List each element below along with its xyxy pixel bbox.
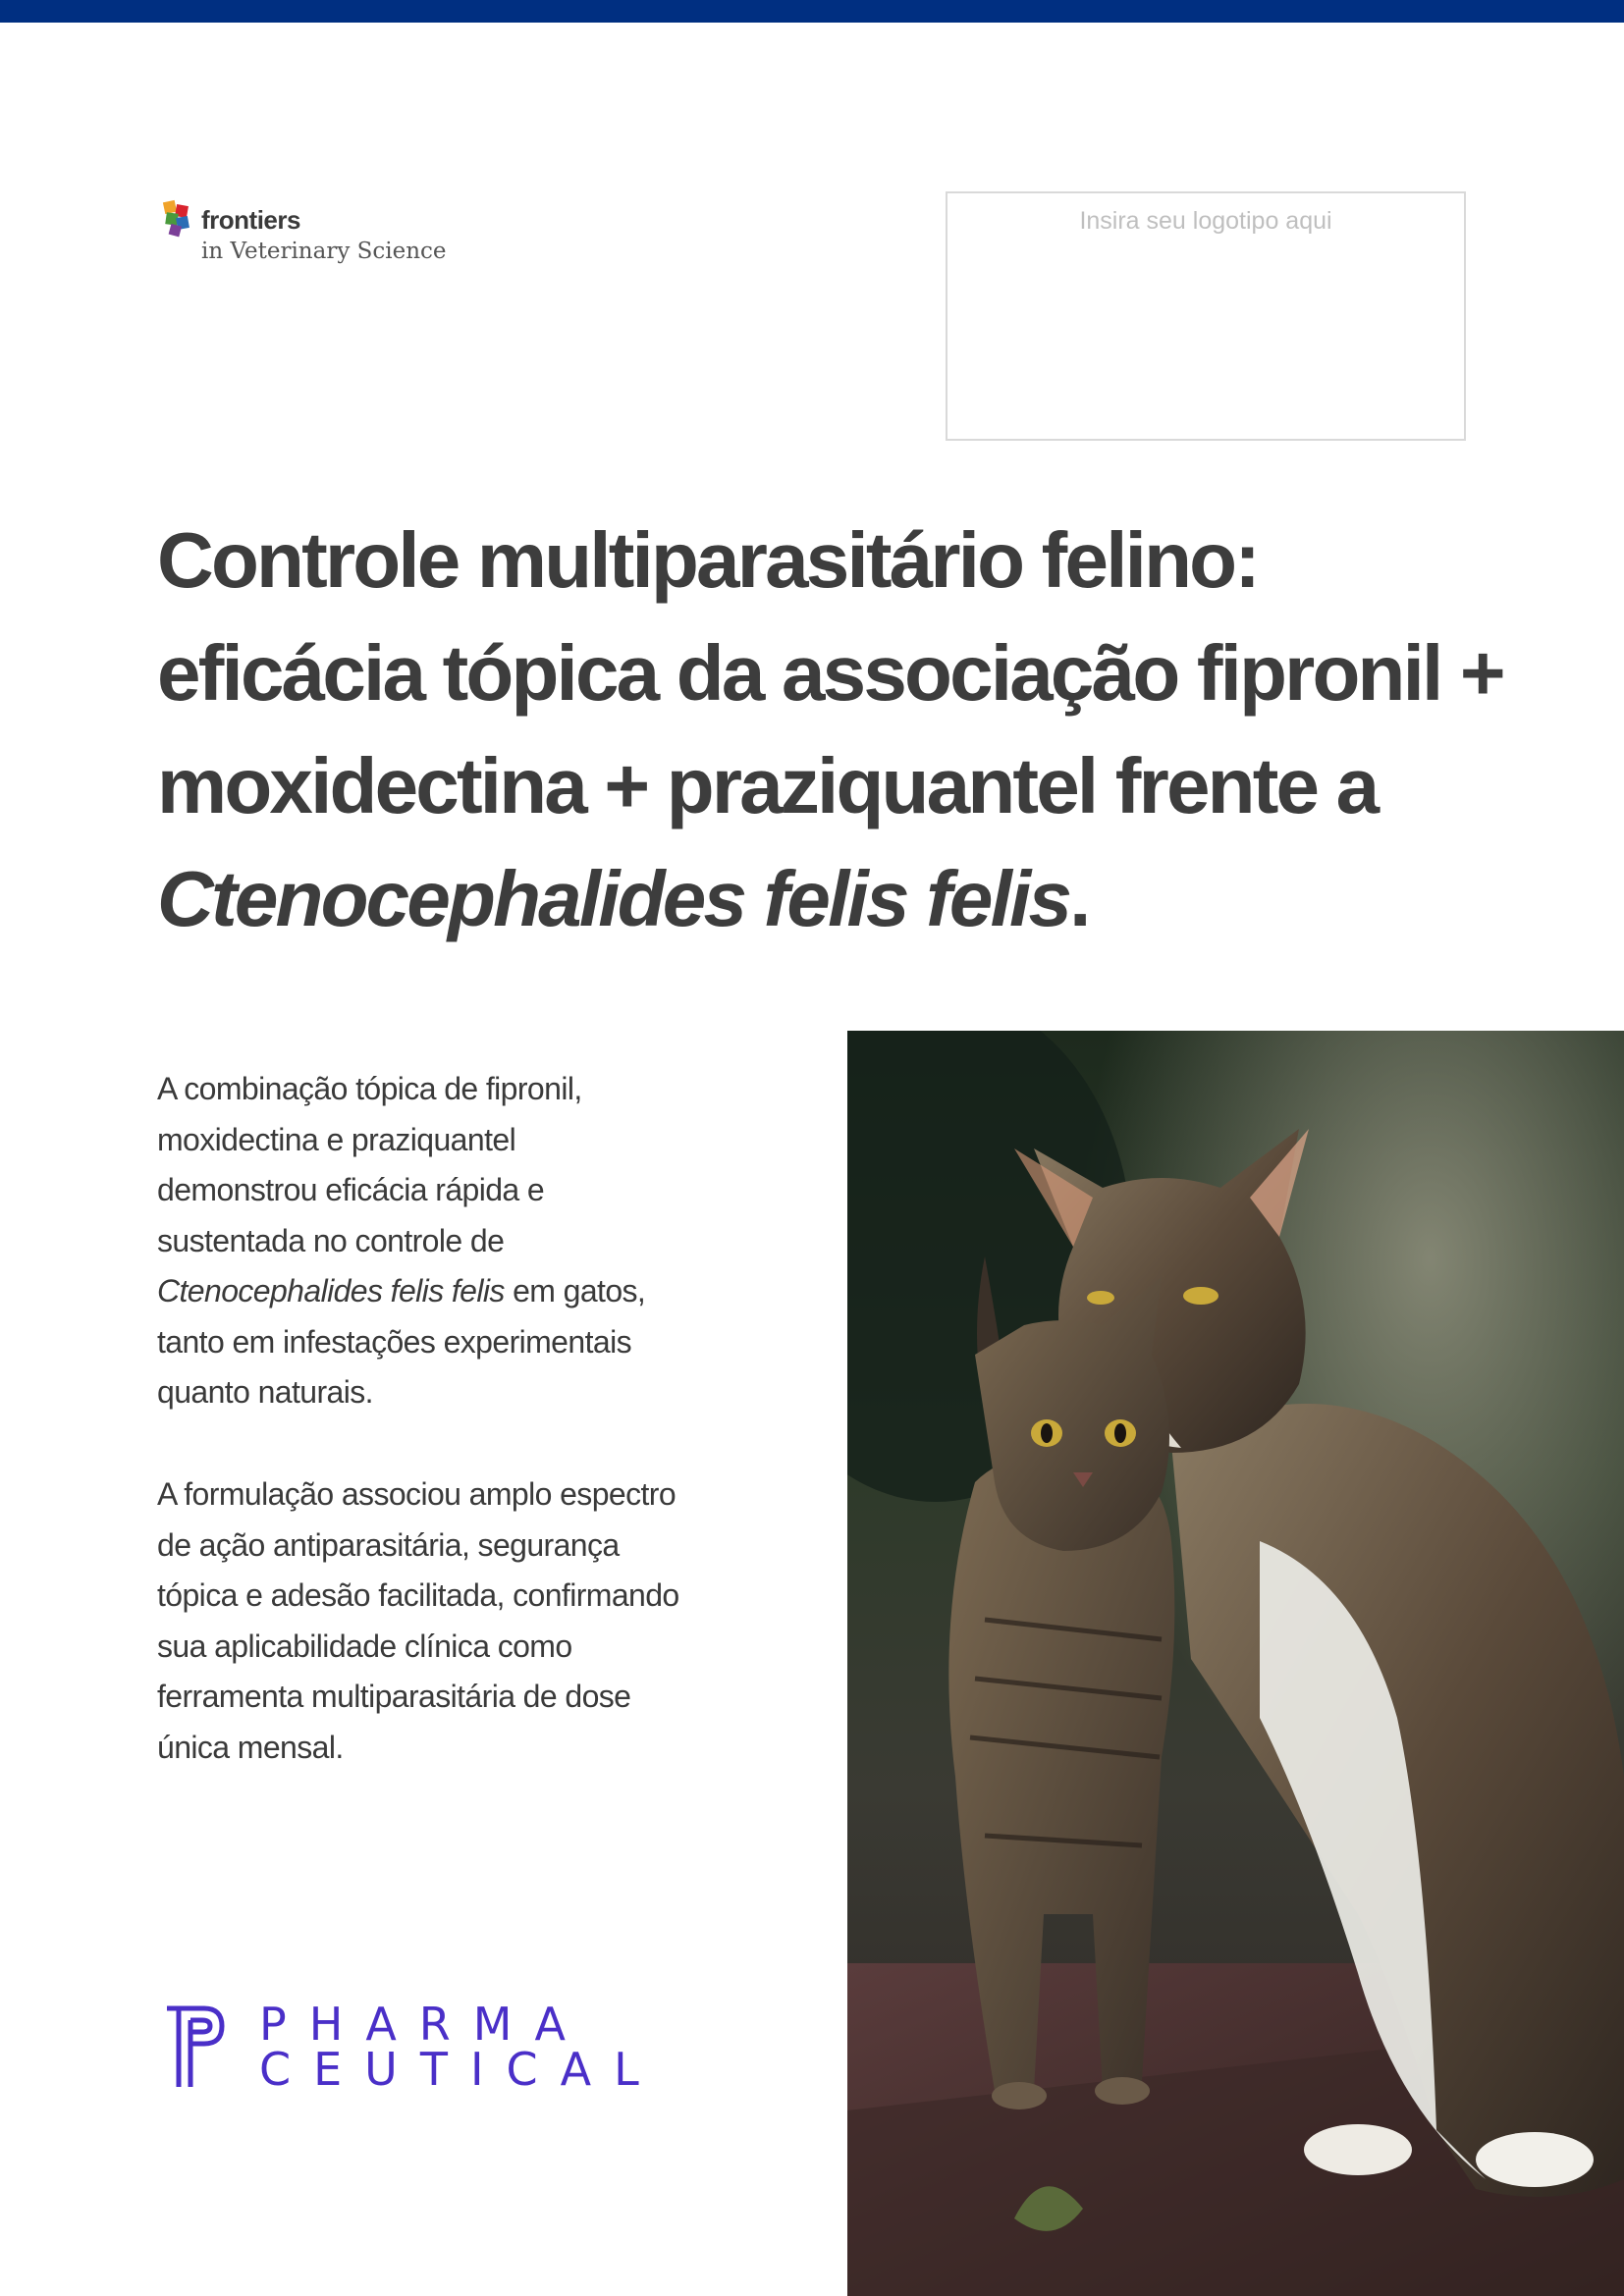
pharma-word-2: CEUTICAL xyxy=(259,2043,662,2096)
paragraph-line: de ação antiparasitária, segurança xyxy=(157,1526,620,1563)
paragraph-line: A combinação tópica de fipronil, xyxy=(157,1071,582,1106)
paragraph-line: sua aplicabilidade clínica como xyxy=(157,1628,572,1664)
journal-name: frontiers xyxy=(201,205,300,235)
pharma-word-1: PHARMA xyxy=(259,1998,588,2051)
paragraph-line: A formulação associou amplo espectro xyxy=(157,1476,677,1512)
summary-paragraph-2 xyxy=(157,1469,746,1773)
journal-logo xyxy=(162,199,476,278)
title-species: Ctenocephalides felis felis xyxy=(157,855,1070,942)
paragraph-line: demonstrou eficácia rápida e xyxy=(157,1172,545,1207)
paragraph-line xyxy=(157,1266,746,1317)
frontiers-cube-icon xyxy=(162,199,195,239)
page-title xyxy=(157,504,1512,955)
paragraph-line: moxidectina e praziquantel xyxy=(157,1121,516,1157)
journal-subtitle: in Veterinary Science xyxy=(201,239,447,264)
paragraph-line: ferramenta multiparasitária de dose xyxy=(157,1679,631,1714)
title-line-1: Controle multiparasitário felino: xyxy=(157,516,1259,604)
paragraph-line: sustentada no controle de xyxy=(157,1222,505,1258)
paragraph-line: única mensal. xyxy=(157,1729,344,1765)
species-name: Ctenocephalides felis felis xyxy=(157,1273,505,1308)
paragraph-line: tanto em infestações experimentais xyxy=(157,1323,631,1360)
paragraph-line: quanto naturais. xyxy=(157,1374,373,1410)
logo-placeholder[interactable] xyxy=(946,191,1466,441)
cats-image xyxy=(847,1031,1624,2296)
top-accent-bar xyxy=(0,0,1624,23)
title-line-3: moxidectina + praziquantel frente a xyxy=(157,742,1378,829)
paragraph-line: tópica e adesão facilitada, confirmando xyxy=(157,1577,679,1613)
title-line-2: eficácia tópica da associação fipronil + xyxy=(157,629,1503,717)
pharma-logo xyxy=(165,1995,662,2096)
summary-paragraph-1 xyxy=(157,1064,746,1418)
pharma-p-monogram-icon xyxy=(165,2002,226,2089)
logo-placeholder-text: Insira seu logotipo aqui xyxy=(1079,207,1332,235)
title-period: . xyxy=(1069,855,1089,942)
cats-photo xyxy=(847,1031,1624,2296)
paragraph-text: em gatos, xyxy=(504,1273,646,1308)
title-line-4 xyxy=(157,842,1512,955)
